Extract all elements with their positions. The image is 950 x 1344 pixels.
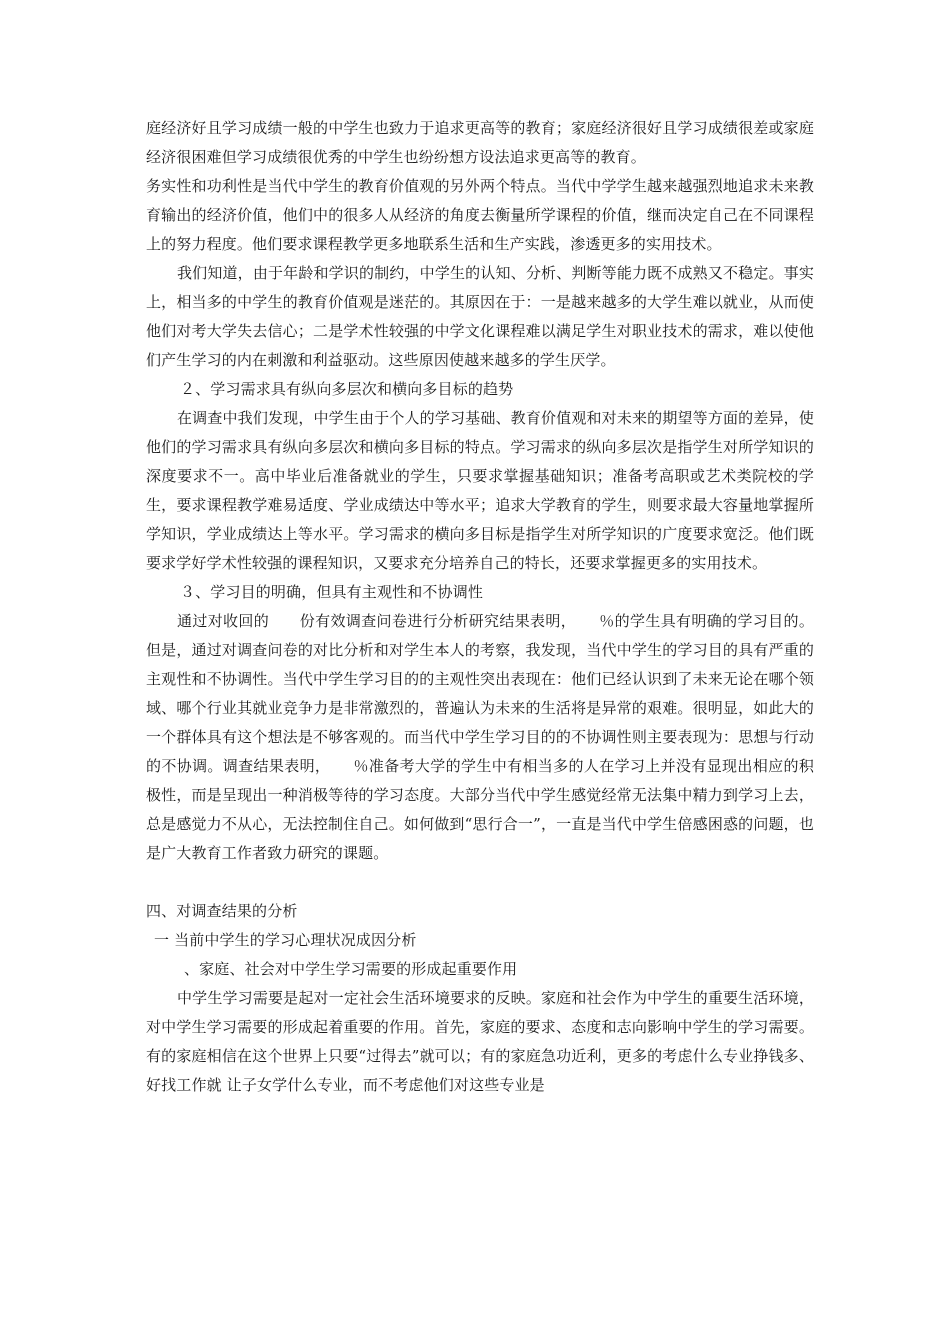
paragraph-learning-purpose: 通过对收回的 份有效调查问卷进行分析研究结果表明， ％的学生具有明确的学习目的。但是，通过对调查问卷的对比分析和对学生本人的考察，我发现，当代中学生的学习目的具有严重的主观性和不协调性。当代中学生学习目的的主观性突出表现在：他们已经认识到了未来无论在哪个领域、哪个行业其就业竞争力是非常激烈的，普遍认为未来的生活将是异常的艰难。很明显，如此大的一个群体具有这个想法是不够客观的。而当代中学生学习目的的不协调性则主要表现为：思想与行动的不协调。调查结果表明， ％准备考大学的学生中有相当多的人在学习上并没有显现出相应的积极性，而是呈现出一种消极等待的学习态度。大部分当代中学生感觉经常无法集中精力到学习上去，总是感觉力不从心，无法控制住自己。如何做到“思行合一”，一直是当代中学生倍感困惑的问题，也是广大教育工作者致力研究的课题。	[146, 612, 814, 862]
heading-cause-analysis: 一 当前中学生的学习心理状况成因分析	[154, 931, 417, 949]
heading-learning-purpose: ３、学习目的明确，但具有主观性和不协调性	[180, 583, 484, 601]
paragraph-learning-needs: 在调查中我们发现，中学生由于个人的学习基础、教育价值观和对未来的期望等方面的差异，使他们的学习需求具有纵向多层次和横向多目标的特点。学习需求的纵向多层次是指学生对所学知识的深度要求不一。高中毕业后准备就业的学生，只要求掌握基础知识；准备考高职或艺术类院校的学生，要求课程教学难易适度、学业成绩达中等水平；追求大学教育的学生，则要求最大容量地掌握所学知识，学业成绩达上等水平。学习需求的横向多目标是指学生对所学知识的广度要求宽泛。他们既要求学好学术性较强的课程知识，又要求充分培养自己的特长，还要求掌握更多的实用技术。	[146, 409, 814, 572]
document-body	[146, 114, 814, 1100]
paragraph-value-confusion: 我们知道，由于年龄和学识的制约，中学生的认知、分析、判断等能力既不成熟又不稳定。事实上，相当多的中学生的教育价值观是迷茫的。其原因在于：一是越来越多的大学生难以就业，从而使他们对考大学失去信心；二是学术性较强的中学文化课程难以满足学生对职业技术的需求，难以使他们产生学习的内在刺激和利益驱动。这些原因使越来越多的学生厌学。	[146, 264, 814, 369]
paragraph-education-pursuit: 庭经济好且学习成绩一般的中学生也致力于追求更高等的教育；家庭经济很好且学习成绩很差或家庭经济很困难但学习成绩很优秀的中学生也纷纷想方设法追求更高等的教育。	[146, 119, 814, 166]
paragraph-pragmatism: 务实性和功利性是当代中学生的教育价值观的另外两个特点。当代中学学生越来越强烈地追求未来教育输出的经济价值，他们中的很多人从经济的角度去衡量所学课程的价值，继而决定自己在不同课程上的努力程度。他们要求课程教学更多地联系生活和生产实践，渗透更多的实用技术。	[146, 177, 814, 253]
paragraph-family-society: 中学生学习需要是起对一定社会生活环境要求的反映。家庭和社会作为中学生的重要生活环境，对中学生学习需要的形成起着重要的作用。首先，家庭的要求、态度和志向影响中学生的学习需要。有的家庭相信在这个世界上只要“过得去”就可以；有的家庭急功近利，更多的考虑什么专业挣钱多、好找工作就 让子女学什么专业，而不考虑他们对这些专业是	[146, 989, 814, 1094]
section-spacer	[146, 868, 814, 897]
heading-learning-needs: ２、学习需求具有纵向多层次和横向多目标的趋势	[180, 380, 514, 398]
heading-section-four: 四、对调查结果的分析	[146, 902, 298, 920]
heading-family-society: 、家庭、社会对中学生学习需要的形成起重要作用	[184, 960, 518, 978]
